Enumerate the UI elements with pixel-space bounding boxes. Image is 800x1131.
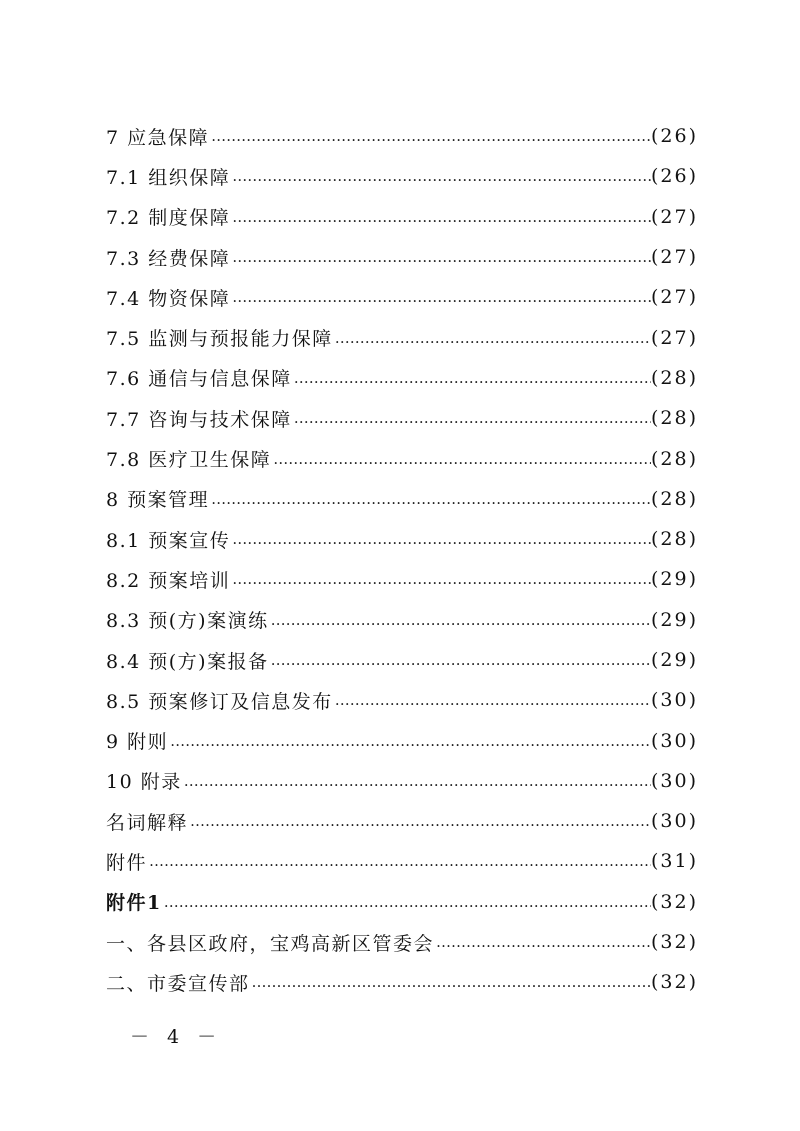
toc-entry-page: (28) (650, 366, 698, 389)
toc-entry[interactable] (106, 237, 698, 277)
toc-entry-page: (28) (650, 447, 698, 470)
dot-leader (209, 490, 651, 508)
dot-leader (333, 691, 651, 709)
toc-entry-label: 7.8 医疗卫生保障 (106, 449, 272, 472)
toc-entry[interactable] (106, 156, 698, 196)
dot-leader (168, 732, 651, 750)
toc-entry-label: 7.2 制度保障 (106, 207, 231, 230)
toc-entry[interactable] (106, 882, 698, 922)
toc-entry[interactable] (106, 761, 698, 801)
toc-entry[interactable] (106, 600, 698, 640)
toc-entry-page: (30) (650, 769, 698, 792)
toc-entry-label: 8 预案管理 (106, 489, 210, 512)
toc-entry[interactable] (106, 116, 698, 156)
dot-leader (230, 167, 651, 185)
toc-entry-page: (27) (650, 205, 698, 228)
dot-leader (230, 530, 651, 548)
dot-leader (333, 329, 651, 347)
toc-entry-page: (28) (650, 407, 698, 430)
dot-leader (230, 208, 651, 226)
toc-entry-page: (28) (650, 528, 698, 551)
dot-leader (269, 611, 651, 629)
toc-entry-page: (29) (650, 649, 698, 671)
toc-entry[interactable] (106, 358, 698, 398)
toc-entry-page: (27) (650, 286, 698, 309)
dot-leader (162, 893, 651, 911)
toc-entry-label: 7.1 组织保障 (106, 166, 231, 189)
toc-entry-page: (30) (650, 810, 698, 833)
toc-entry-label: 7.7 咨询与技术保障 (106, 408, 292, 431)
toc-entry-page: (30) (650, 729, 698, 752)
toc-entry[interactable] (106, 680, 698, 720)
toc-entry[interactable] (106, 317, 698, 357)
toc-entry-label: 8.3 预(方)案演练 (106, 610, 269, 633)
dot-leader (269, 651, 651, 669)
dot-leader (434, 933, 651, 951)
dot-leader (230, 288, 651, 306)
toc-entry-page: (31) (650, 850, 698, 873)
toc-entry-page: (26) (650, 125, 698, 148)
toc-entry-label: 7.6 通信与信息保障 (106, 368, 292, 391)
toc-entry[interactable] (106, 922, 698, 962)
toc-entry-page: (26) (650, 165, 698, 188)
toc-entry-label: 一、各县区政府，宝鸡高新区管委会 (106, 932, 435, 955)
toc-entry-page: (29) (650, 608, 698, 631)
toc-entry-label: 9 附则 (106, 731, 169, 754)
dot-leader (271, 450, 651, 468)
toc-entry[interactable] (106, 962, 698, 1002)
toc-entry-label: 8.2 预案培训 (106, 569, 231, 592)
toc-entry-label: 10 附录 (106, 771, 182, 794)
toc-entry-label: 附件1 (106, 892, 162, 915)
toc-entry-label: 7.5 监测与预报能力保障 (106, 328, 333, 351)
dot-leader (209, 127, 651, 145)
dot-leader (230, 570, 651, 588)
toc-entry[interactable] (106, 438, 698, 478)
dot-leader (292, 369, 651, 387)
toc-entry-label: 8.5 预案修订及信息发布 (106, 690, 333, 713)
toc-entry[interactable] (106, 841, 698, 881)
dot-leader (230, 248, 651, 266)
toc-entry[interactable] (106, 519, 698, 559)
toc-entry-label: 名词解释 (106, 811, 189, 834)
dot-leader (292, 409, 651, 427)
dot-leader (182, 772, 651, 790)
toc-entry-page: (29) (650, 568, 698, 591)
toc-entry-label: 7 应急保障 (106, 126, 210, 149)
toc-entry-page: (32) (650, 971, 698, 994)
toc-entry-page: (30) (650, 689, 698, 712)
toc-entry-label: 二、市委宣传部 (106, 972, 250, 995)
page-number: － 4 － (130, 1026, 223, 1048)
toc-entry-label: 7.4 物资保障 (106, 287, 231, 310)
toc-entry-label: 7.3 经费保障 (106, 247, 231, 270)
toc-entry[interactable] (106, 479, 698, 519)
toc-entry[interactable] (106, 398, 698, 438)
table-of-contents (106, 116, 698, 1003)
toc-entry-page: (28) (650, 487, 698, 510)
toc-entry[interactable] (106, 559, 698, 599)
toc-entry-page: (27) (650, 246, 698, 269)
toc-entry[interactable] (106, 640, 698, 680)
toc-entry[interactable] (106, 277, 698, 317)
toc-entry-page: (32) (650, 890, 698, 913)
toc-entry-label: 8.1 预案宣传 (106, 529, 231, 552)
dot-leader (250, 973, 651, 991)
toc-entry-label: 附件 (106, 851, 148, 874)
toc-entry[interactable] (106, 801, 698, 841)
toc-entry-page: (27) (650, 326, 698, 349)
toc-entry[interactable] (106, 197, 698, 237)
toc-entry-label: 8.4 预(方)案报备 (106, 650, 269, 673)
dot-leader (147, 852, 651, 870)
toc-entry-page: (32) (650, 931, 698, 954)
dot-leader (188, 812, 651, 830)
toc-entry[interactable] (106, 720, 698, 760)
